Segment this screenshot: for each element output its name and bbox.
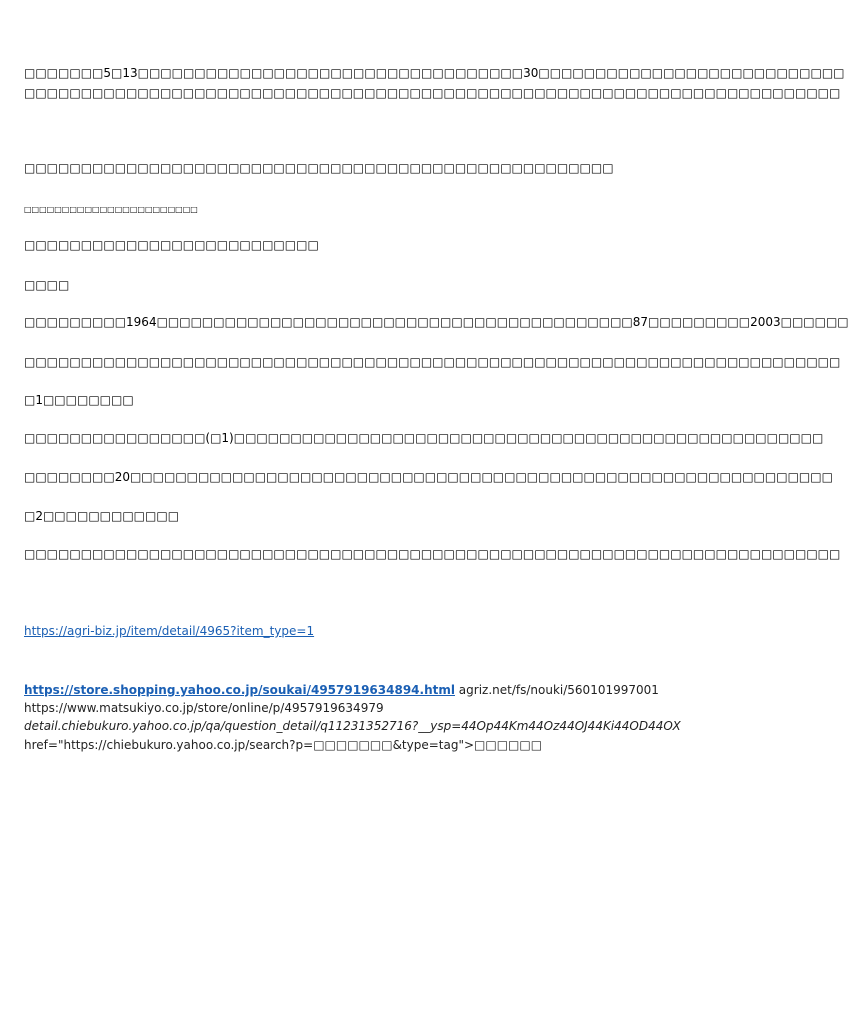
body-paragraph-4: □□□□□□□□□□□□□□□□□□□□□□□□□□□□□□□□□□□□□□□□□□□□□□□□□□□□□□□□□□□□□□□□□□□□□□□□	[24, 547, 841, 561]
subheading-1: □1□□□□□□□□	[24, 393, 134, 407]
agri-biz-link[interactable]: https://agri-biz.jp/item/detail/4965?item_type=1	[24, 624, 315, 638]
chiebukuro-detail-source-text: detail.chiebukuro.yahoo.co.jp/qa/question_detail/q11231352716?__ysp=44Op44Km44Oz44OJ44Ki44OD44OX	[24, 719, 681, 733]
history-paragraph: □□□□□□□□□1964□□□□□□□□□□□□□□□□□□□□□□□□□□□□□□□□□□□□□□□□□□87□□□□□□□□□2003□□□□□□	[24, 315, 849, 329]
subheading-2: □2□□□□□□□□□□□□	[24, 509, 180, 523]
agri-biz-link-row	[24, 622, 696, 640]
body-paragraph-1: □□□□□□□□□□□□□□□□□□□□□□□□□□□□□□□□□□□□□□□□□□□□□□□□□□□□□□□□□□□□□□□□□□□□□□□□	[24, 355, 841, 369]
section-intro: □□□□□□□□□□□□□□□□□□□□□□□□□□	[24, 238, 319, 252]
agriz-source-text: agriz.net/fs/nouki/560101997001	[454, 683, 659, 697]
body-paragraph-3: □□□□□□□□20□□□□□□□□□□□□□□□□□□□□□□□□□□□□□□□□□□□□□□□□□□□□□□□□□□□□□□□□□□□□□□	[24, 470, 833, 484]
matsukiyo-source-text: https://www.matsukiyo.co.jp/store/online/p/4957919634979	[24, 701, 384, 715]
body-paragraph-2: □□□□□□□□□□□□□□□□(□1)□□□□□□□□□□□□□□□□□□□□□□□□□□□□□□□□□□□□□□□□□□□□□□□□□□□□	[24, 431, 824, 445]
small-note: □□□□□□□□□□□□□□□□□□□□□□□	[24, 205, 198, 214]
yahoo-shopping-link[interactable]: https://store.shopping.yahoo.co.jp/soukai/4957919634894.html	[24, 683, 455, 697]
intro-paragraph-line-1: □□□□□□□5□13□□□□□□□□□□□□□□□□□□□□□□□□□□□□□□□□□□30□□□□□□□□□□□□□□□□□□□□□□□□□□□	[24, 66, 845, 80]
source-row-1	[24, 681, 696, 699]
summary-paragraph: □□□□□□□□□□□□□□□□□□□□□□□□□□□□□□□□□□□□□□□□□□□□□□□□□□□□	[24, 161, 614, 175]
intro-paragraph-line-2: □□□□□□□□□□□□□□□□□□□□□□□□□□□□□□□□□□□□□□□□□□□□□□□□□□□□□□□□□□□□□□□□□□□□□□□□	[24, 86, 841, 100]
chiebukuro-search-source-text: href="https://chiebukuro.yahoo.co.jp/search?p=□□□□□□□&type=tag">□□□□□□	[24, 738, 543, 752]
section-heading: □□□□	[24, 278, 70, 292]
